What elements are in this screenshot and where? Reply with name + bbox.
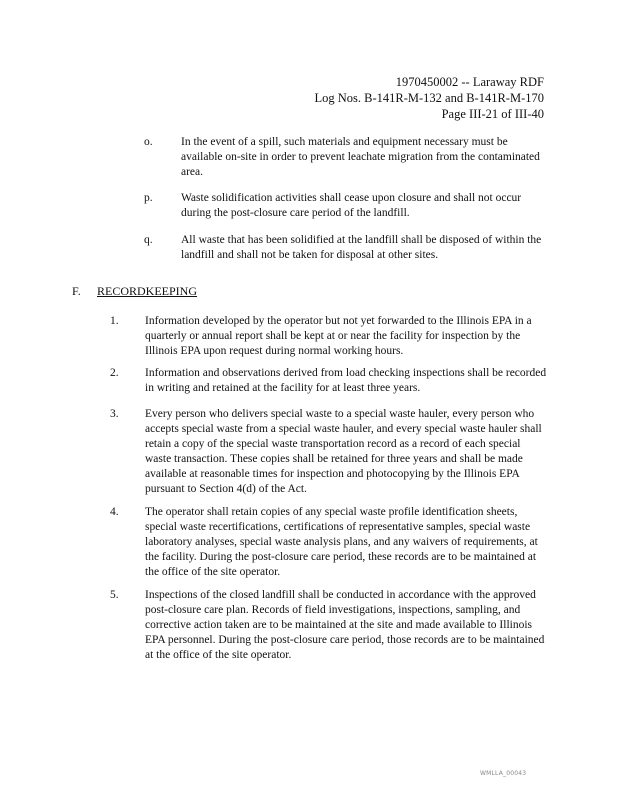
header-id-line: 1970450002 -- Laraway RDF	[395, 75, 544, 89]
header-log-line: Log Nos. B-141R-M-132 and B-141R-M-170	[314, 91, 544, 105]
item-text: Inspections of the closed landfill shall be conducted in accordance with the approved post-closure care plan. Records of field investigations, inspections, sampling, and corrective action taken are to be maintained at the site and made available to Illinois EPA personnel. During the post-closure care period, those records are to be maintained at the office of the site operator.	[145, 589, 545, 661]
section-letter: F.	[72, 284, 81, 298]
item-number: 2.	[110, 367, 119, 379]
item-text: The operator shall retain copies of any special waste profile identification sheets, special waste recertifications, certifications of representative samples, special waste laboratory analyses, special waste analysis plans, and any waivers of requirements, at the facility. During the post-closure care period, these records are to be maintained at the office of the site operator.	[145, 506, 538, 578]
item-number: 4.	[110, 506, 119, 518]
item-text: Waste solidification activities shall cease upon closure and shall not occur during the post-closure care period of the landfill.	[181, 192, 522, 219]
item-text: In the event of a spill, such materials and equipment necessary must be available on-site in order to prevent leachate migration from the contaminated area.	[181, 136, 540, 178]
item-letter: o.	[144, 136, 153, 148]
item-letter: q.	[144, 234, 153, 246]
item-text: Every person who delivers special waste to a special waste hauler, every person who accepts special waste from a special waste hauler, and every special waste hauler shall retain a copy of the special waste transportation record as a record of each special waste transaction. These copies shall be retained for three years and shall be made available at reasonable times for inspection and photocopying by the Illinois EPA pursuant to Section 4(d) of the Act.	[145, 408, 542, 495]
item-number: 1.	[110, 315, 119, 327]
header-page-line: Page III-21 of III-40	[441, 107, 544, 121]
item-letter: p.	[144, 192, 153, 204]
bates-stamp: WMLLA_00043	[480, 770, 527, 777]
item-number: 5.	[110, 589, 119, 601]
item-text: All waste that has been solidified at the landfill shall be disposed of within the landfill and shall not be taken for disposal at other sites.	[181, 234, 542, 261]
section-title: RECORDKEEPING	[97, 284, 198, 298]
item-text: Information developed by the operator but not yet forwarded to the Illinois EPA in a quarterly or annual report shall be kept at or near the facility for inspection by the Illinois EPA upon request during normal working hours.	[145, 315, 532, 357]
item-number: 3.	[110, 408, 119, 420]
page-header	[314, 74, 544, 122]
item-text: Information and observations derived from load checking inspections shall be recorded in writing and retained at the facility for at least three years.	[145, 367, 547, 394]
